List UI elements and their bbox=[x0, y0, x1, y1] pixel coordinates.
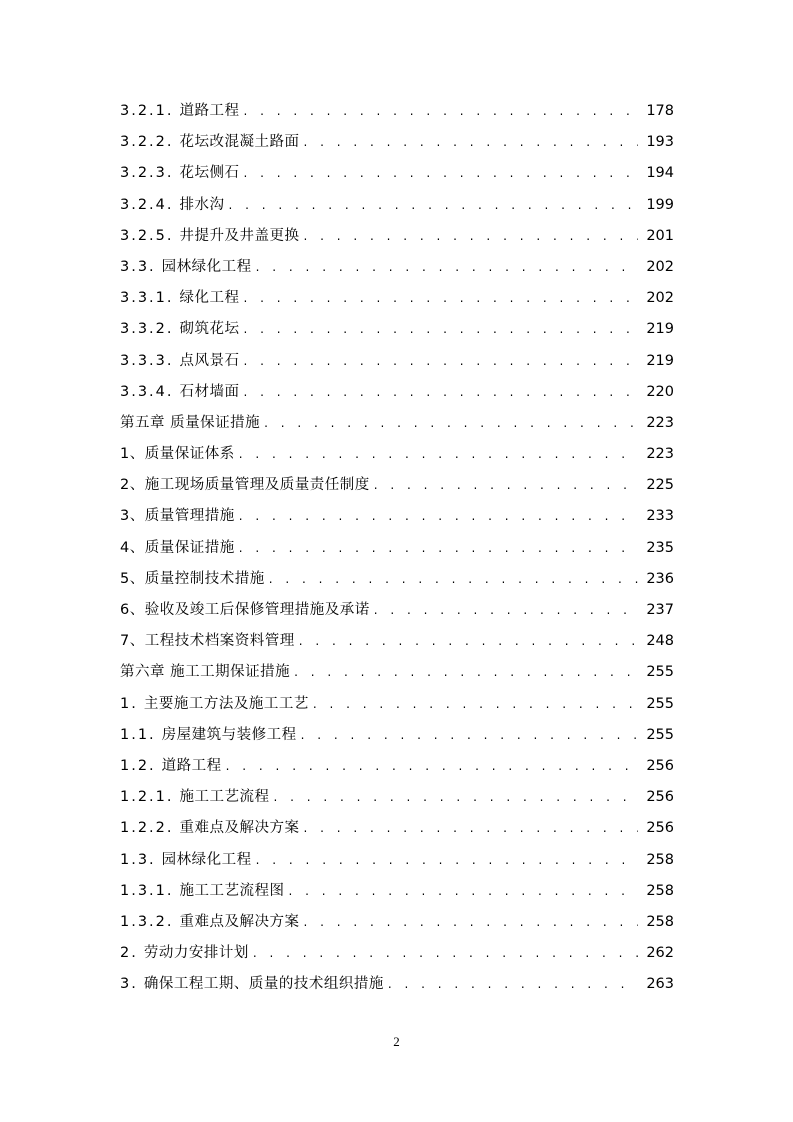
toc-entry-page: 258 bbox=[646, 913, 674, 930]
toc-entry[interactable] bbox=[120, 127, 674, 158]
toc-entry-title: 花坛侧石 bbox=[179, 165, 240, 182]
toc-dot-leader bbox=[269, 564, 639, 595]
toc-entry-page: 256 bbox=[646, 757, 674, 774]
toc-entry[interactable] bbox=[120, 346, 674, 377]
toc-entry-number: 3.2.5. bbox=[120, 227, 174, 244]
toc-entry-number: 3.3.4. bbox=[120, 383, 174, 400]
toc-entry-page: 225 bbox=[646, 477, 674, 494]
toc-entry-title: 3、质量管理措施 bbox=[120, 508, 235, 525]
toc-entry-page: 255 bbox=[646, 664, 674, 681]
toc-entry[interactable] bbox=[120, 252, 674, 283]
toc-entry-page: 194 bbox=[646, 165, 674, 182]
toc-entry[interactable] bbox=[120, 221, 674, 252]
toc-entry-number: 3.2.2. bbox=[120, 134, 174, 151]
toc-entry[interactable] bbox=[120, 314, 674, 345]
toc-entry-title: 道路工程 bbox=[179, 103, 240, 119]
toc-dot-leader bbox=[304, 907, 639, 938]
toc-dot-leader bbox=[256, 252, 639, 283]
toc-dot-leader bbox=[226, 751, 639, 782]
toc-entry-title: 第六章 施工工期保证措施 bbox=[120, 664, 291, 681]
toc-entry-page: 178 bbox=[646, 103, 674, 119]
table-of-contents bbox=[120, 96, 674, 1000]
toc-entry[interactable] bbox=[120, 408, 674, 439]
toc-dot-leader bbox=[374, 595, 639, 626]
toc-entry[interactable] bbox=[120, 626, 674, 657]
toc-dot-leader bbox=[239, 533, 639, 564]
toc-entry-number: 1.3.2. bbox=[120, 913, 174, 930]
toc-dot-leader bbox=[304, 813, 639, 844]
toc-entry-number: 3. bbox=[120, 976, 138, 993]
toc-entry-title: 砌筑花坛 bbox=[179, 321, 240, 338]
toc-entry-page: 202 bbox=[646, 258, 674, 275]
toc-entry-number: 1.3.1. bbox=[120, 882, 174, 899]
toc-entry[interactable] bbox=[120, 190, 674, 221]
toc-entry-title: 园林绿化工程 bbox=[161, 258, 252, 275]
toc-dot-leader bbox=[244, 346, 639, 377]
toc-entry[interactable] bbox=[120, 283, 674, 314]
toc-dot-leader bbox=[244, 158, 639, 189]
toc-entry-number: 1.2.1. bbox=[120, 789, 174, 806]
toc-dot-leader bbox=[304, 127, 639, 158]
toc-entry-title: 1、质量保证体系 bbox=[120, 446, 235, 463]
toc-entry-title: 房屋建筑与装修工程 bbox=[161, 726, 297, 743]
toc-entry-number: 1. bbox=[120, 695, 138, 712]
toc-dot-leader bbox=[253, 938, 638, 969]
toc-entry-title: 6、验收及竣工后保修管理措施及承诺 bbox=[120, 602, 370, 618]
toc-dot-leader bbox=[239, 501, 639, 532]
toc-entry-title: 绿化工程 bbox=[179, 290, 240, 307]
toc-entry-page: 220 bbox=[646, 383, 674, 400]
toc-entry-page: 248 bbox=[646, 633, 674, 650]
toc-entry-page: 193 bbox=[646, 134, 674, 151]
toc-dot-leader bbox=[301, 720, 639, 751]
toc-entry-number: 1.1. bbox=[120, 726, 156, 743]
toc-entry-page: 256 bbox=[646, 820, 674, 837]
toc-entry-number: 1.2. bbox=[120, 757, 156, 774]
toc-entry-title: 主要施工方法及施工工艺 bbox=[143, 695, 309, 712]
toc-entry[interactable] bbox=[120, 845, 674, 876]
toc-entry-page: 258 bbox=[646, 851, 674, 868]
toc-dot-leader bbox=[374, 470, 639, 501]
toc-entry-number: 3.2.4. bbox=[120, 196, 174, 213]
toc-entry-title: 点风景石 bbox=[179, 352, 240, 369]
toc-dot-leader bbox=[244, 96, 639, 127]
toc-entry[interactable] bbox=[120, 876, 674, 907]
toc-dot-leader bbox=[244, 377, 639, 408]
toc-entry-page: 199 bbox=[646, 196, 674, 213]
toc-entry-page: 255 bbox=[646, 726, 674, 743]
toc-dot-leader bbox=[264, 408, 638, 439]
toc-entry[interactable] bbox=[120, 907, 674, 938]
toc-dot-leader bbox=[304, 221, 639, 252]
toc-entry-page: 219 bbox=[646, 321, 674, 338]
toc-dot-leader bbox=[239, 439, 639, 470]
toc-dot-leader bbox=[313, 689, 638, 720]
toc-dot-leader bbox=[244, 283, 639, 314]
toc-entry[interactable] bbox=[120, 938, 674, 969]
toc-entry-title: 7、工程技术档案资料管理 bbox=[120, 633, 295, 650]
toc-entry[interactable] bbox=[120, 533, 674, 564]
toc-entry[interactable] bbox=[120, 470, 674, 501]
toc-entry[interactable] bbox=[120, 657, 674, 688]
toc-entry-number: 3.2.1. bbox=[120, 103, 174, 119]
toc-entry-number: 3.3.2. bbox=[120, 321, 174, 338]
toc-entry-title: 5、质量控制技术措施 bbox=[120, 570, 265, 587]
toc-entry-title: 第五章 质量保证措施 bbox=[120, 414, 261, 431]
toc-dot-leader bbox=[274, 782, 639, 813]
toc-entry-title: 施工工艺流程 bbox=[179, 789, 270, 806]
toc-entry-page: 223 bbox=[646, 446, 674, 463]
toc-entry-number: 3.3.1. bbox=[120, 290, 174, 307]
toc-entry[interactable] bbox=[120, 564, 674, 595]
toc-entry[interactable] bbox=[120, 813, 674, 844]
toc-entry-page: 256 bbox=[646, 789, 674, 806]
toc-entry-title: 重难点及解决方案 bbox=[179, 820, 300, 837]
toc-entry-page: 233 bbox=[646, 508, 674, 525]
toc-entry-page: 262 bbox=[646, 945, 674, 962]
toc-entry[interactable] bbox=[120, 158, 674, 189]
toc-entry-title: 石材墙面 bbox=[179, 383, 240, 400]
toc-entry-title: 园林绿化工程 bbox=[161, 851, 252, 868]
toc-entry-title: 重难点及解决方案 bbox=[179, 913, 300, 930]
toc-entry[interactable] bbox=[120, 439, 674, 470]
toc-entry-page: 223 bbox=[646, 414, 674, 431]
toc-entry-number: 3.3.3. bbox=[120, 352, 174, 369]
toc-dot-leader bbox=[299, 626, 639, 657]
toc-entry[interactable] bbox=[120, 96, 674, 127]
toc-entry-page: 258 bbox=[646, 882, 674, 899]
toc-entry[interactable] bbox=[120, 377, 674, 408]
toc-entry-page: 236 bbox=[646, 570, 674, 587]
toc-entry-number: 1.2.2. bbox=[120, 820, 174, 837]
toc-entry-page: 219 bbox=[646, 352, 674, 369]
toc-entry[interactable] bbox=[120, 595, 674, 626]
toc-entry-page: 237 bbox=[646, 602, 674, 618]
toc-entry[interactable] bbox=[120, 782, 674, 813]
toc-entry-number: 1.3. bbox=[120, 851, 156, 868]
toc-entry-title: 道路工程 bbox=[161, 757, 222, 774]
toc-entry[interactable] bbox=[120, 751, 674, 782]
toc-entry-title: 确保工程工期、质量的技术组织措施 bbox=[143, 976, 384, 993]
toc-entry-page: 255 bbox=[646, 695, 674, 712]
toc-entry-page: 263 bbox=[646, 976, 674, 993]
toc-entry-number: 2. bbox=[120, 945, 138, 962]
toc-entry-number: 3.2.3. bbox=[120, 165, 174, 182]
toc-entry[interactable] bbox=[120, 501, 674, 532]
toc-entry-page: 235 bbox=[646, 539, 674, 556]
toc-dot-leader bbox=[289, 876, 639, 907]
toc-entry[interactable] bbox=[120, 689, 674, 720]
toc-dot-leader bbox=[244, 314, 639, 345]
toc-entry-title: 2、施工现场质量管理及质量责任制度 bbox=[120, 477, 370, 494]
toc-dot-leader bbox=[294, 657, 638, 688]
page-number: 2 bbox=[393, 1034, 400, 1049]
toc-entry[interactable] bbox=[120, 720, 674, 751]
toc-entry-number: 3.3. bbox=[120, 258, 156, 275]
toc-entry-title: 劳动力安排计划 bbox=[143, 945, 249, 962]
toc-dot-leader bbox=[229, 190, 639, 221]
toc-entry-title: 4、质量保证措施 bbox=[120, 539, 235, 556]
toc-entry-page: 201 bbox=[646, 227, 674, 244]
toc-dot-leader bbox=[256, 845, 639, 876]
toc-entry-title: 井提升及井盖更换 bbox=[179, 227, 300, 244]
toc-dot-leader bbox=[388, 969, 638, 1000]
toc-entry-page: 202 bbox=[646, 290, 674, 307]
toc-entry[interactable] bbox=[120, 969, 674, 1000]
toc-entry-title: 施工工艺流程图 bbox=[179, 882, 285, 899]
toc-entry-title: 花坛改混凝土路面 bbox=[179, 134, 300, 151]
toc-entry-title: 排水沟 bbox=[179, 196, 225, 213]
